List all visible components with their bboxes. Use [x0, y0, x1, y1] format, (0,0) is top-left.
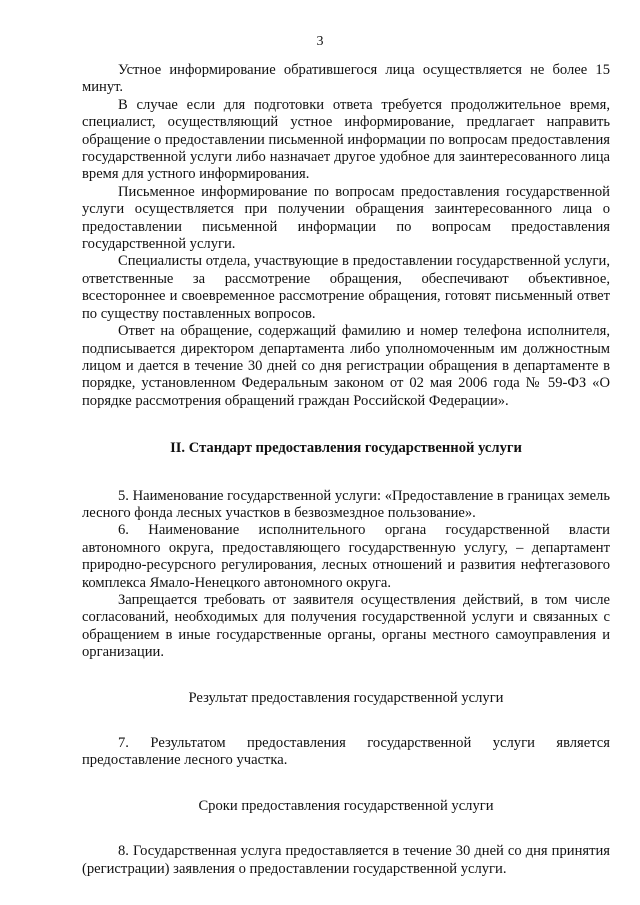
paragraph-terms: 8. Государственная услуга предоставляется в течение 30 дней со дня принятия (регистрации) заявления о предоставлении государственной услуги.: [82, 843, 610, 877]
document-body: [82, 62, 610, 878]
paragraph-oral-info-duration: Устное информирование обратившегося лица осуществляется не более 15 минут.: [82, 62, 610, 96]
page-number: 3: [316, 34, 324, 49]
paragraph-service-name: 5. Наименование государственной услуги: «Предоставление в границах земель лесного фонда лесных участков в безвозмездное пользование».: [82, 487, 610, 521]
paragraph-specialists: Специалисты отдела, участвующие в предоставлении государственной услуги, ответственные за рассмотрение обращения, обеспечивают объективное, всестороннее и своевременное рассмотрение обращения, готовят письменный ответ по существу поставленных вопросов.: [82, 253, 610, 322]
paragraph-written-info: Письменное информирование по вопросам предоставления государственной услуги осуществляется при получении обращения заинтересованного лица о предоставлении письменной информации по вопросам предоставления государственной услуги.: [82, 183, 610, 253]
paragraph-response: Ответ на обращение, содержащий фамилию и номер телефона исполнителя, подписывается директором департамента либо уполномоченным им должностным лицом и дается в течение 30 дней со дня регистрации обращения в департаменте в порядке, установленном Федеральным законом от 02 мая 2006 года № 59-ФЗ «О порядке рассмотрения обращений граждан Российской Федерации».: [82, 323, 610, 409]
subheading-result: Результат предоставления государственной услуги: [188, 689, 504, 706]
subheading-terms: Сроки предоставления государственной услуги: [198, 797, 494, 814]
paragraph-prohibition: Запрещается требовать от заявителя осуществления действий, в том числе согласований, необходимых для получения государственной услуги и связанных с обращением в иные государственные органы, органы местного самоуправления и организации.: [82, 591, 610, 661]
paragraph-long-preparation: В случае если для подготовки ответа требуется продолжительное время, специалист, осуществляющий устное информирование, предлагает направить обращение о предоставлении письменной информации по вопросам предоставления государственной услуги либо назначает другое удобное для заинтересованного лица время для устного информирования.: [82, 96, 610, 183]
paragraph-result: 7. Результатом предоставления государственной услуги является предоставление лесного участка.: [82, 735, 610, 769]
paragraph-authority-name: 6. Наименование исполнительного органа государственной власти автономного округа, предоставляющего государственную услугу, – департамент природно-ресурсного регулирования, лесных отношений и развития нефтегазового комплекса Ямало-Ненецкого автономного округа.: [82, 522, 610, 591]
section-heading: II. Стандарт предоставления государственной услуги: [170, 440, 522, 457]
